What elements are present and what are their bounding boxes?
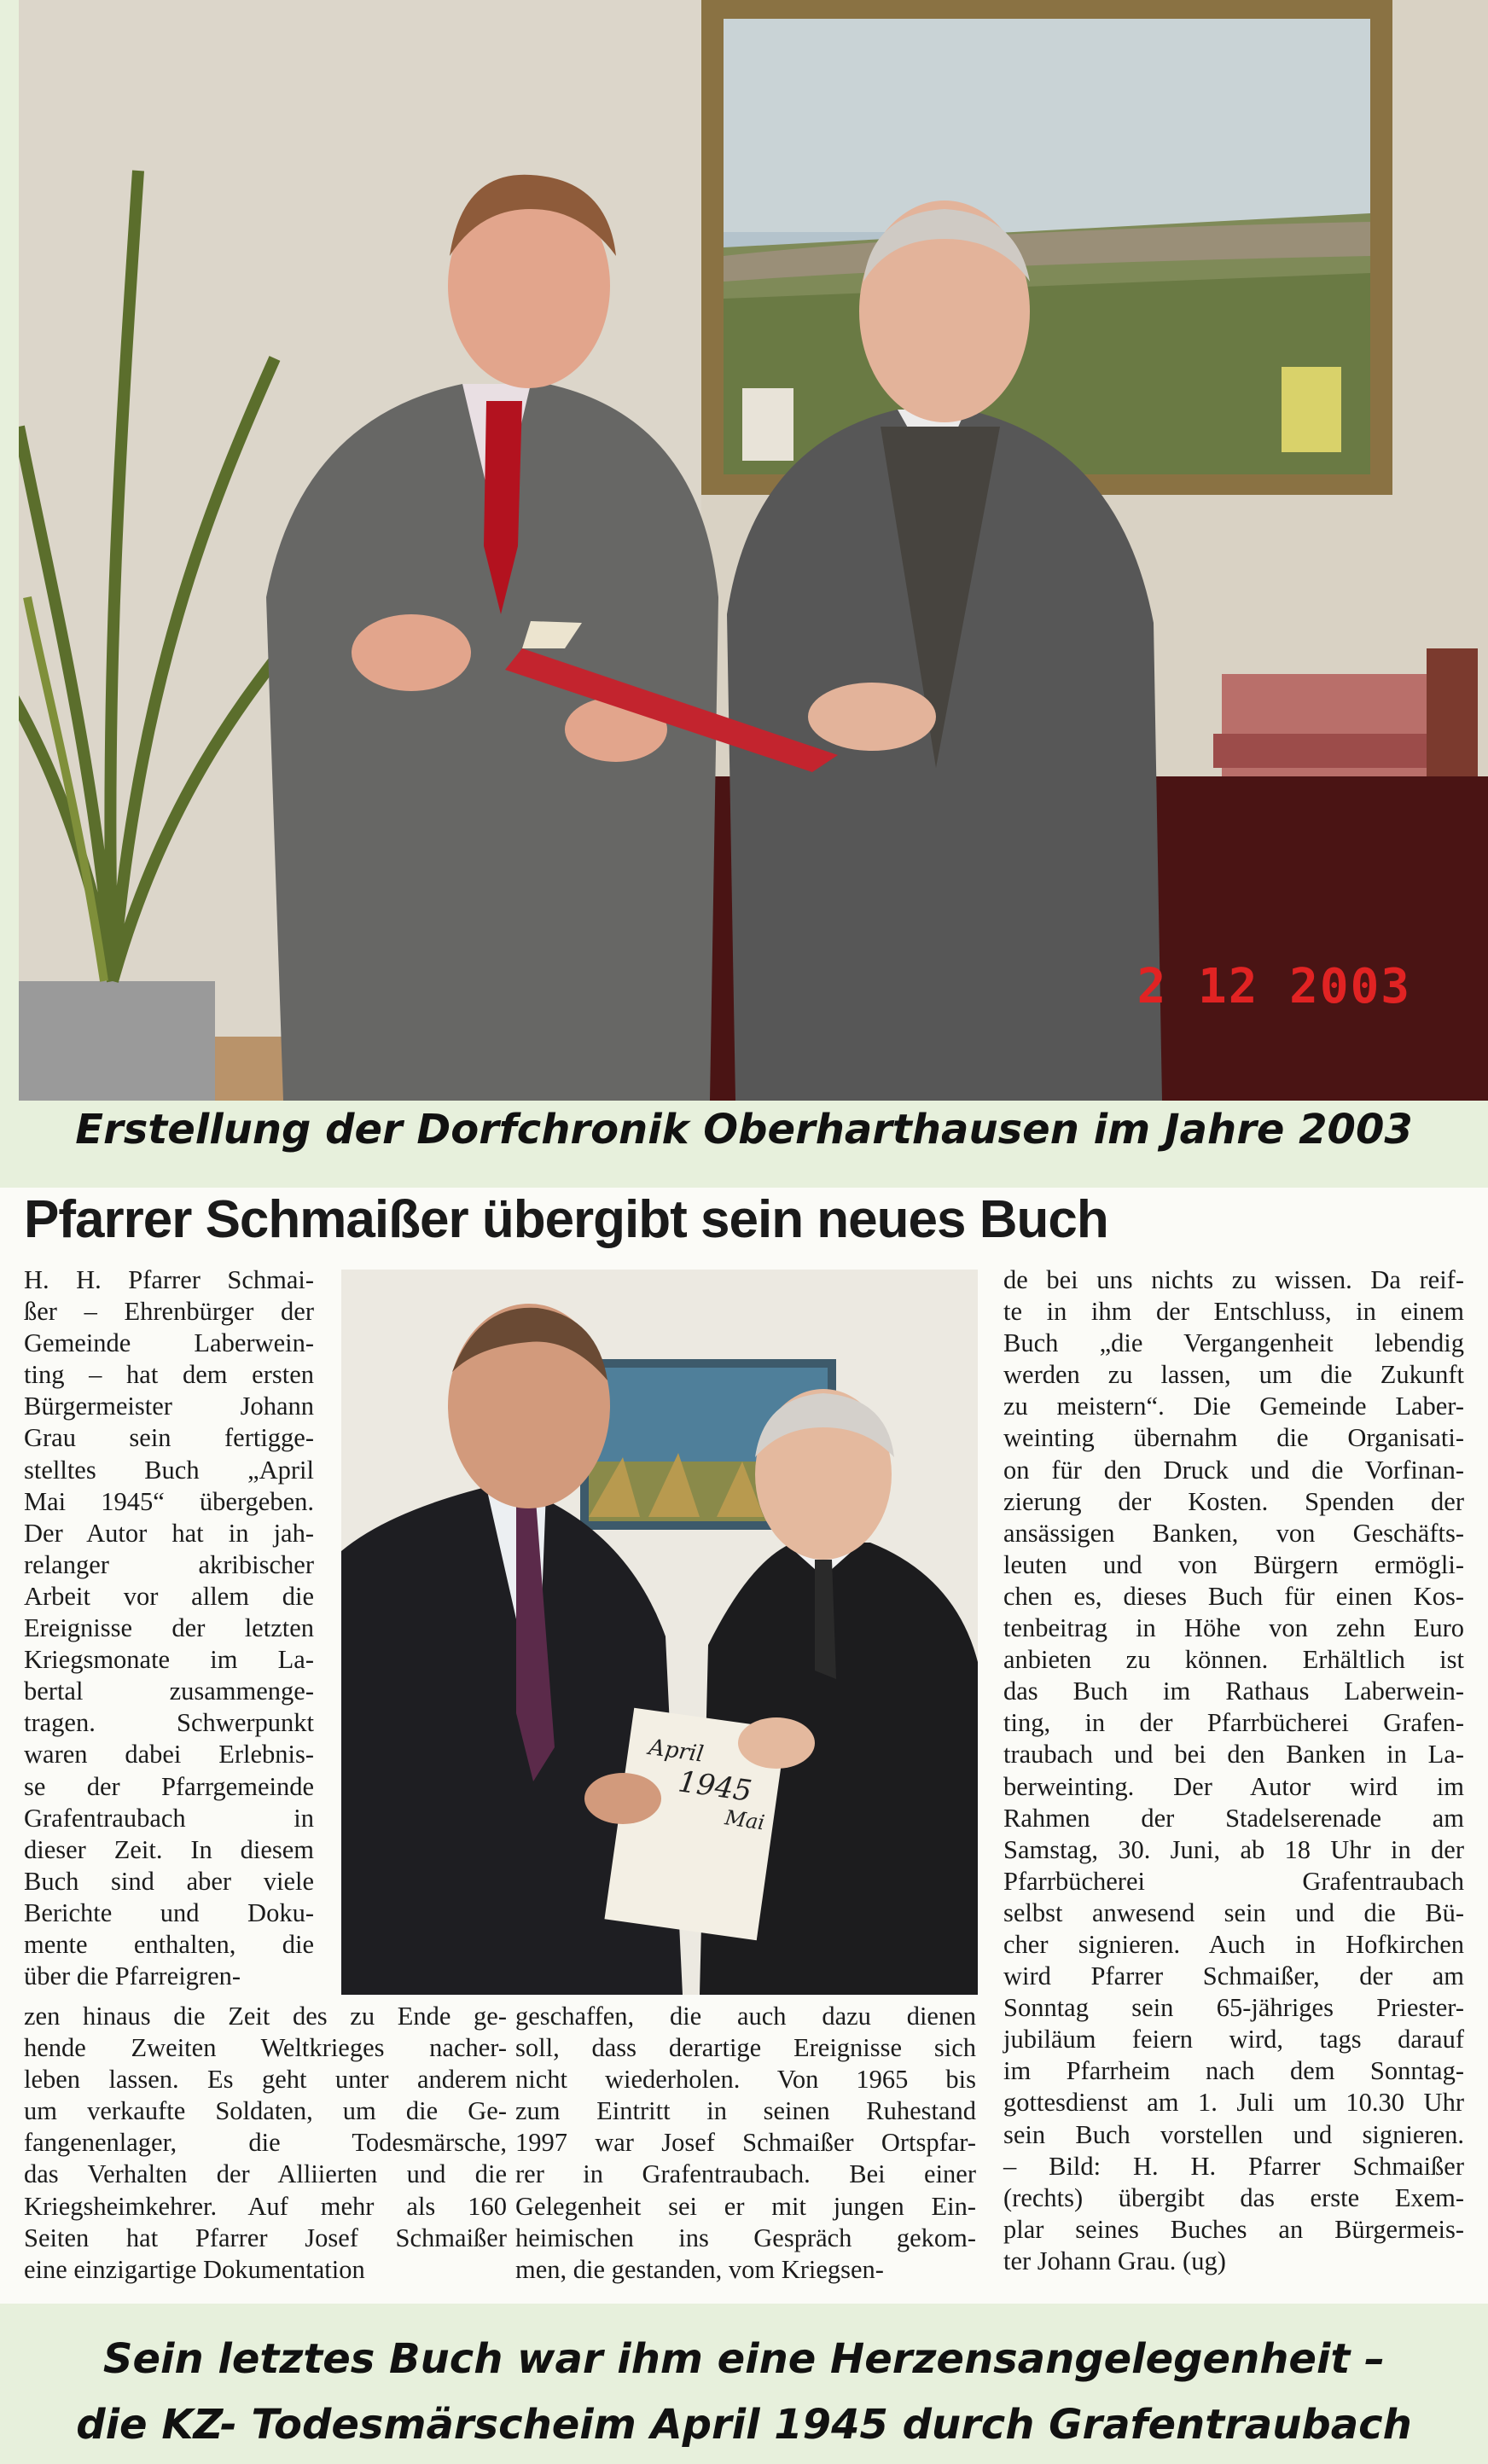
newspaper-clipping — [0, 1188, 1488, 2304]
article-line: Gelegenheit sei er mit jungen Ein- — [515, 2191, 976, 2221]
bottom-caption-line-1: Sein letztes Buch war ihm eine Herzensangelegenheit – — [102, 2335, 1386, 2383]
bottom-caption-line-2: die KZ- Todesmärscheim April 1945 durch Grafentraubach — [76, 2401, 1412, 2449]
article-line: zu meistern“. Die Gemeinde Laber- — [1003, 1392, 1464, 1421]
article-line: Seiten hat Pfarrer Josef Schmaißer — [24, 2223, 507, 2252]
article-photo — [341, 1270, 978, 1995]
article-column-3 — [1003, 1264, 1464, 2277]
article-line: Der Autor hat in jah- — [24, 1518, 314, 1548]
article-line: (rechts) übergibt das erste Exem- — [1003, 2182, 1464, 2212]
article-line: zum Eintritt in seinen Ruhestand — [515, 2096, 976, 2126]
article-headline: Pfarrer Schmaißer übergibt sein neues Buch — [24, 1190, 1108, 1249]
article-line: ting, in der Pfarrbücherei Grafen- — [1003, 1708, 1464, 1738]
article-line: selbst anwesend sein und die Bü- — [1003, 1897, 1464, 1927]
article-line: im Pfarrheim nach dem Sonntag- — [1003, 2056, 1464, 2086]
photo-illustration — [19, 0, 1488, 1101]
article-line: das Buch im Rathaus Laberwein- — [1003, 1677, 1464, 1706]
article-line: soll, dass derartige Ereignisse sich — [515, 2033, 976, 2063]
article-line: te in ihm der Entschluss, in einem — [1003, 1297, 1464, 1327]
article-line: Grafentraubach in — [24, 1803, 314, 1833]
article-line: se der Pfarrgemeinde — [24, 1771, 314, 1801]
article-line: de bei uns nichts zu wissen. Da reif- — [1003, 1265, 1464, 1294]
book-cover-line-3: Mai — [723, 1805, 766, 1835]
article-line: stelltes Buch „April — [24, 1455, 314, 1485]
article-line: nicht wiederholen. Von 1965 bis — [515, 2065, 976, 2095]
article-line: ßer – Ehrenbürger der — [24, 1297, 314, 1327]
book-cover — [639, 1735, 777, 1835]
article-line: Ereignisse der letzten — [24, 1613, 314, 1643]
article-line: – Bild: H. H. Pfarrer Schmaißer — [1003, 2151, 1464, 2181]
article-line: fangenenlager, die Todesmärsche, — [24, 2128, 507, 2158]
article-line: tragen. Schwerpunkt — [24, 1708, 314, 1738]
article-line: traubach und bei den Banken in La- — [1003, 1740, 1464, 1770]
article-line: dieser Zeit. In diesem — [24, 1834, 314, 1864]
book-cover-line-2: 1945 — [676, 1764, 754, 1809]
article-line: Mai 1945“ übergeben. — [24, 1486, 314, 1516]
article-line: Bürgermeister Johann — [24, 1392, 314, 1421]
article-line: Buch „die Vergangenheit lebendig — [1003, 1328, 1464, 1358]
article-line: ansässigen Banken, von Geschäfts- — [1003, 1518, 1464, 1548]
article-line: Sonntag sein 65-jähriges Priester- — [1003, 1993, 1464, 2023]
article-line: berweinting. Der Autor wird im — [1003, 1771, 1464, 1801]
article-line: hende Zweiten Weltkrieges nacher- — [24, 2033, 507, 2063]
article-line: relanger akribischer — [24, 1549, 314, 1579]
article-line: wird Pfarrer Schmaißer, der am — [1003, 1961, 1464, 1991]
article-line: heimischen ins Gespräch gekom- — [515, 2223, 976, 2252]
article-line: Kriegsheimkehrer. Auf mehr als 160 — [24, 2191, 507, 2221]
article-line: H. H. Pfarrer Schmai- — [24, 1265, 314, 1294]
article-line: leben lassen. Es geht unter anderem — [24, 2065, 507, 2095]
article-line: das Verhalten der Alliierten und die — [24, 2159, 507, 2189]
article-line: Rahmen der Stadelserenade am — [1003, 1803, 1464, 1833]
article-line: waren dabei Erlebnis- — [24, 1740, 314, 1770]
article-line: Gemeinde Laberwein- — [24, 1328, 314, 1358]
article-line: rer in Grafentraubach. Bei einer — [515, 2159, 976, 2189]
article-line: Kriegsmonate im La- — [24, 1645, 314, 1675]
photo-book-handover-2003 — [19, 0, 1488, 1101]
article-line: geschaffen, die auch dazu dienen — [515, 2002, 976, 2031]
article-line: 1997 war Josef Schmaißer Ortspfar- — [515, 2128, 976, 2158]
top-photo-caption: Erstellung der Dorfchronik Oberharthausen im Jahre 2003 — [75, 1106, 1413, 1154]
article-line: sein Buch vorstellen und signieren. — [1003, 2119, 1464, 2149]
article-line: plar seines Buches an Bürgermeis- — [1003, 2214, 1464, 2244]
article-line: zen hinaus die Zeit des zu Ende ge- — [24, 2002, 507, 2031]
article-line: bertal zusammenge- — [24, 1677, 314, 1706]
article-column-1 — [24, 1264, 314, 1992]
article-line: Berichte und Doku- — [24, 1897, 314, 1927]
article-line: mente enthalten, die — [24, 1929, 314, 1959]
article-line: men, die gestanden, vom Kriegsen- — [515, 2254, 884, 2284]
article-line: ter Johann Grau. (ug) — [1003, 2246, 1226, 2275]
book-cover-line-1: April — [647, 1735, 706, 1768]
article-line: gottesdienst am 1. Juli um 10.30 Uhr — [1003, 2088, 1464, 2118]
article-column-2-bottom — [515, 2001, 976, 2286]
article-line: weinting übernahm die Organisati- — [1003, 1423, 1464, 1453]
article-line: leuten und von Bürgern ermögli- — [1003, 1549, 1464, 1579]
article-line: über die Pfarreigren- — [24, 1961, 241, 1991]
article-line: Grau sein fertigge- — [24, 1423, 314, 1453]
article-line: Samstag, 30. Juni, ab 18 Uhr in der — [1003, 1834, 1464, 1864]
article-line: anbieten zu können. Erhältlich ist — [1003, 1645, 1464, 1675]
article-line: eine einzigartige Dokumentation — [24, 2254, 365, 2284]
article-line: chen es, dieses Buch für einen Kos- — [1003, 1581, 1464, 1611]
article-column-1-bottom — [24, 2001, 507, 2286]
article-line: werden zu lassen, um die Zukunft — [1003, 1360, 1464, 1390]
article-line: jubiläum feiern wird, tags darauf — [1003, 2025, 1464, 2054]
article-line: Arbeit vor allem die — [24, 1581, 314, 1611]
article-photo-illustration — [341, 1270, 978, 1995]
article-line: um verkaufte Soldaten, um die Ge- — [24, 2096, 507, 2126]
article-line: tenbeitrag in Höhe von zehn Euro — [1003, 1613, 1464, 1643]
article-line: ting – hat dem ersten — [24, 1360, 314, 1390]
article-line: cher signieren. Auch in Hofkirchen — [1003, 1929, 1464, 1959]
photo-date-stamp: 2 12 2003 — [1136, 959, 1411, 1014]
article-line: Buch sind aber viele — [24, 1866, 314, 1896]
article-line: zierung der Kosten. Spenden der — [1003, 1486, 1464, 1516]
article-line: Pfarrbücherei Grafentraubach — [1003, 1866, 1464, 1896]
article-line: on für den Druck und die Vorfinan- — [1003, 1455, 1464, 1485]
